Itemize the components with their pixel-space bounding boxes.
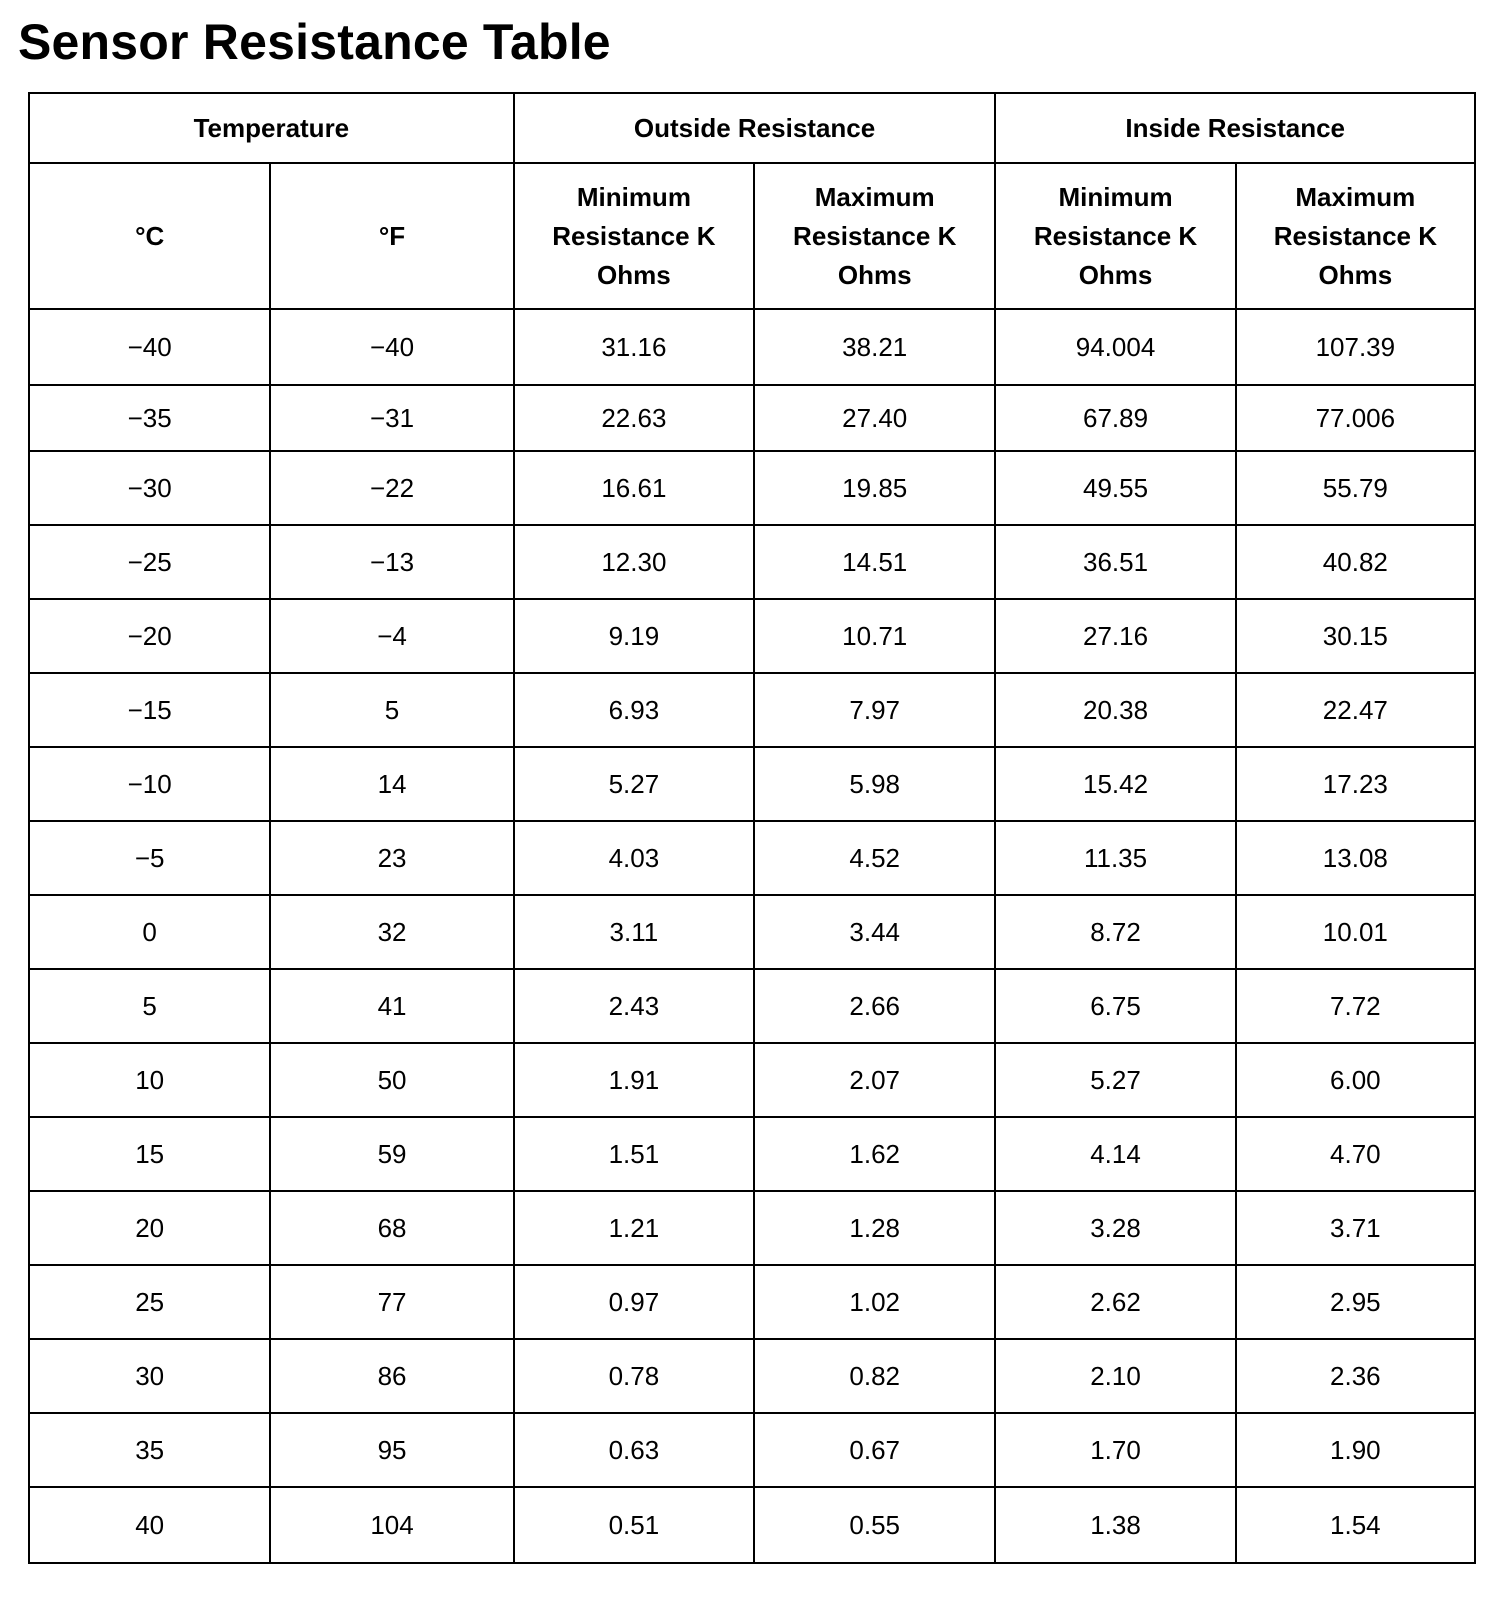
- table-row: [29, 1339, 1475, 1413]
- cell-inside-max: 40.82: [1236, 525, 1475, 599]
- cell-fahrenheit: 86: [270, 1339, 513, 1413]
- cell-outside-max: 7.97: [754, 673, 995, 747]
- page-title: Sensor Resistance Table: [18, 14, 611, 70]
- cell-celsius: 35: [29, 1413, 270, 1487]
- cell-inside-max: 1.54: [1236, 1487, 1475, 1563]
- cell-celsius: −35: [29, 385, 270, 451]
- table-row: [29, 1487, 1475, 1563]
- cell-fahrenheit: 95: [270, 1413, 513, 1487]
- cell-inside-min: 1.38: [995, 1487, 1235, 1563]
- cell-fahrenheit: 59: [270, 1117, 513, 1191]
- cell-celsius: −15: [29, 673, 270, 747]
- table-body: [29, 309, 1475, 1563]
- cell-inside-min: 5.27: [995, 1043, 1235, 1117]
- cell-fahrenheit: 23: [270, 821, 513, 895]
- cell-inside-min: 4.14: [995, 1117, 1235, 1191]
- cell-outside-min: 0.97: [514, 1265, 754, 1339]
- table-row: [29, 451, 1475, 525]
- cell-inside-max: 55.79: [1236, 451, 1475, 525]
- cell-inside-min: 1.70: [995, 1413, 1235, 1487]
- table-row: [29, 309, 1475, 385]
- cell-inside-min: 2.10: [995, 1339, 1235, 1413]
- cell-celsius: 30: [29, 1339, 270, 1413]
- cell-outside-min: 0.51: [514, 1487, 754, 1563]
- cell-inside-min: 67.89: [995, 385, 1235, 451]
- cell-outside-min: 2.43: [514, 969, 754, 1043]
- cell-inside-max: 6.00: [1236, 1043, 1475, 1117]
- cell-celsius: 40: [29, 1487, 270, 1563]
- column-header-fahrenheit: °F: [270, 163, 513, 309]
- cell-fahrenheit: −4: [270, 599, 513, 673]
- cell-outside-max: 27.40: [754, 385, 995, 451]
- cell-celsius: 15: [29, 1117, 270, 1191]
- cell-inside-max: 10.01: [1236, 895, 1475, 969]
- cell-outside-min: 1.91: [514, 1043, 754, 1117]
- cell-outside-max: 2.07: [754, 1043, 995, 1117]
- table-row: [29, 895, 1475, 969]
- cell-inside-min: 6.75: [995, 969, 1235, 1043]
- cell-outside-min: 1.21: [514, 1191, 754, 1265]
- cell-inside-min: 20.38: [995, 673, 1235, 747]
- cell-outside-max: 10.71: [754, 599, 995, 673]
- column-header-outside-max: Maximum Resistance K Ohms: [754, 163, 995, 309]
- cell-inside-max: 107.39: [1236, 309, 1475, 385]
- table-row: [29, 525, 1475, 599]
- cell-celsius: −25: [29, 525, 270, 599]
- cell-outside-max: 5.98: [754, 747, 995, 821]
- cell-outside-min: 16.61: [514, 451, 754, 525]
- table-row: [29, 747, 1475, 821]
- table-row: [29, 673, 1475, 747]
- cell-fahrenheit: −31: [270, 385, 513, 451]
- cell-inside-min: 49.55: [995, 451, 1235, 525]
- group-header-row: [29, 93, 1475, 163]
- cell-inside-max: 7.72: [1236, 969, 1475, 1043]
- cell-celsius: −20: [29, 599, 270, 673]
- column-header-inside-max: Maximum Resistance K Ohms: [1236, 163, 1475, 309]
- cell-outside-min: 6.93: [514, 673, 754, 747]
- cell-outside-max: 3.44: [754, 895, 995, 969]
- cell-outside-min: 3.11: [514, 895, 754, 969]
- cell-fahrenheit: −13: [270, 525, 513, 599]
- cell-inside-min: 94.004: [995, 309, 1235, 385]
- cell-outside-min: 0.78: [514, 1339, 754, 1413]
- group-header-temperature: Temperature: [29, 93, 514, 163]
- column-header-outside-min: Minimum Resistance K Ohms: [514, 163, 754, 309]
- cell-outside-min: 1.51: [514, 1117, 754, 1191]
- table-row: [29, 599, 1475, 673]
- cell-fahrenheit: 104: [270, 1487, 513, 1563]
- table-row: [29, 385, 1475, 451]
- cell-fahrenheit: −40: [270, 309, 513, 385]
- cell-inside-max: 2.95: [1236, 1265, 1475, 1339]
- cell-inside-min: 2.62: [995, 1265, 1235, 1339]
- cell-fahrenheit: 50: [270, 1043, 513, 1117]
- cell-inside-max: 13.08: [1236, 821, 1475, 895]
- cell-inside-max: 17.23: [1236, 747, 1475, 821]
- cell-outside-max: 1.28: [754, 1191, 995, 1265]
- cell-fahrenheit: −22: [270, 451, 513, 525]
- cell-outside-min: 0.63: [514, 1413, 754, 1487]
- cell-outside-max: 0.82: [754, 1339, 995, 1413]
- cell-inside-min: 15.42: [995, 747, 1235, 821]
- cell-inside-max: 22.47: [1236, 673, 1475, 747]
- cell-outside-max: 4.52: [754, 821, 995, 895]
- cell-celsius: 5: [29, 969, 270, 1043]
- cell-celsius: 20: [29, 1191, 270, 1265]
- table-row: [29, 1265, 1475, 1339]
- cell-inside-max: 4.70: [1236, 1117, 1475, 1191]
- cell-celsius: −10: [29, 747, 270, 821]
- cell-inside-min: 11.35: [995, 821, 1235, 895]
- cell-inside-min: 36.51: [995, 525, 1235, 599]
- column-header-inside-min: Minimum Resistance K Ohms: [995, 163, 1235, 309]
- cell-fahrenheit: 68: [270, 1191, 513, 1265]
- cell-inside-max: 30.15: [1236, 599, 1475, 673]
- cell-fahrenheit: 41: [270, 969, 513, 1043]
- cell-inside-min: 3.28: [995, 1191, 1235, 1265]
- cell-outside-max: 0.67: [754, 1413, 995, 1487]
- column-header-row: [29, 163, 1475, 309]
- cell-fahrenheit: 77: [270, 1265, 513, 1339]
- group-header-inside-resistance: Inside Resistance: [995, 93, 1475, 163]
- sensor-resistance-table: [28, 92, 1476, 1564]
- cell-outside-max: 38.21: [754, 309, 995, 385]
- cell-inside-max: 3.71: [1236, 1191, 1475, 1265]
- cell-outside-min: 4.03: [514, 821, 754, 895]
- table-row: [29, 1191, 1475, 1265]
- cell-outside-min: 9.19: [514, 599, 754, 673]
- cell-outside-min: 31.16: [514, 309, 754, 385]
- cell-inside-max: 77.006: [1236, 385, 1475, 451]
- cell-outside-max: 1.02: [754, 1265, 995, 1339]
- cell-celsius: 0: [29, 895, 270, 969]
- group-header-outside-resistance: Outside Resistance: [514, 93, 996, 163]
- cell-inside-max: 1.90: [1236, 1413, 1475, 1487]
- cell-celsius: −30: [29, 451, 270, 525]
- cell-outside-max: 14.51: [754, 525, 995, 599]
- cell-fahrenheit: 5: [270, 673, 513, 747]
- table-row: [29, 969, 1475, 1043]
- table-row: [29, 1043, 1475, 1117]
- cell-fahrenheit: 32: [270, 895, 513, 969]
- cell-outside-min: 12.30: [514, 525, 754, 599]
- cell-inside-min: 27.16: [995, 599, 1235, 673]
- cell-outside-max: 2.66: [754, 969, 995, 1043]
- table-row: [29, 821, 1475, 895]
- column-header-celsius: °C: [29, 163, 270, 309]
- cell-fahrenheit: 14: [270, 747, 513, 821]
- cell-outside-max: 0.55: [754, 1487, 995, 1563]
- cell-celsius: −5: [29, 821, 270, 895]
- cell-celsius: 10: [29, 1043, 270, 1117]
- cell-outside-min: 5.27: [514, 747, 754, 821]
- table-row: [29, 1413, 1475, 1487]
- cell-outside-max: 19.85: [754, 451, 995, 525]
- cell-celsius: 25: [29, 1265, 270, 1339]
- cell-inside-min: 8.72: [995, 895, 1235, 969]
- cell-inside-max: 2.36: [1236, 1339, 1475, 1413]
- cell-celsius: −40: [29, 309, 270, 385]
- table-row: [29, 1117, 1475, 1191]
- cell-outside-min: 22.63: [514, 385, 754, 451]
- cell-outside-max: 1.62: [754, 1117, 995, 1191]
